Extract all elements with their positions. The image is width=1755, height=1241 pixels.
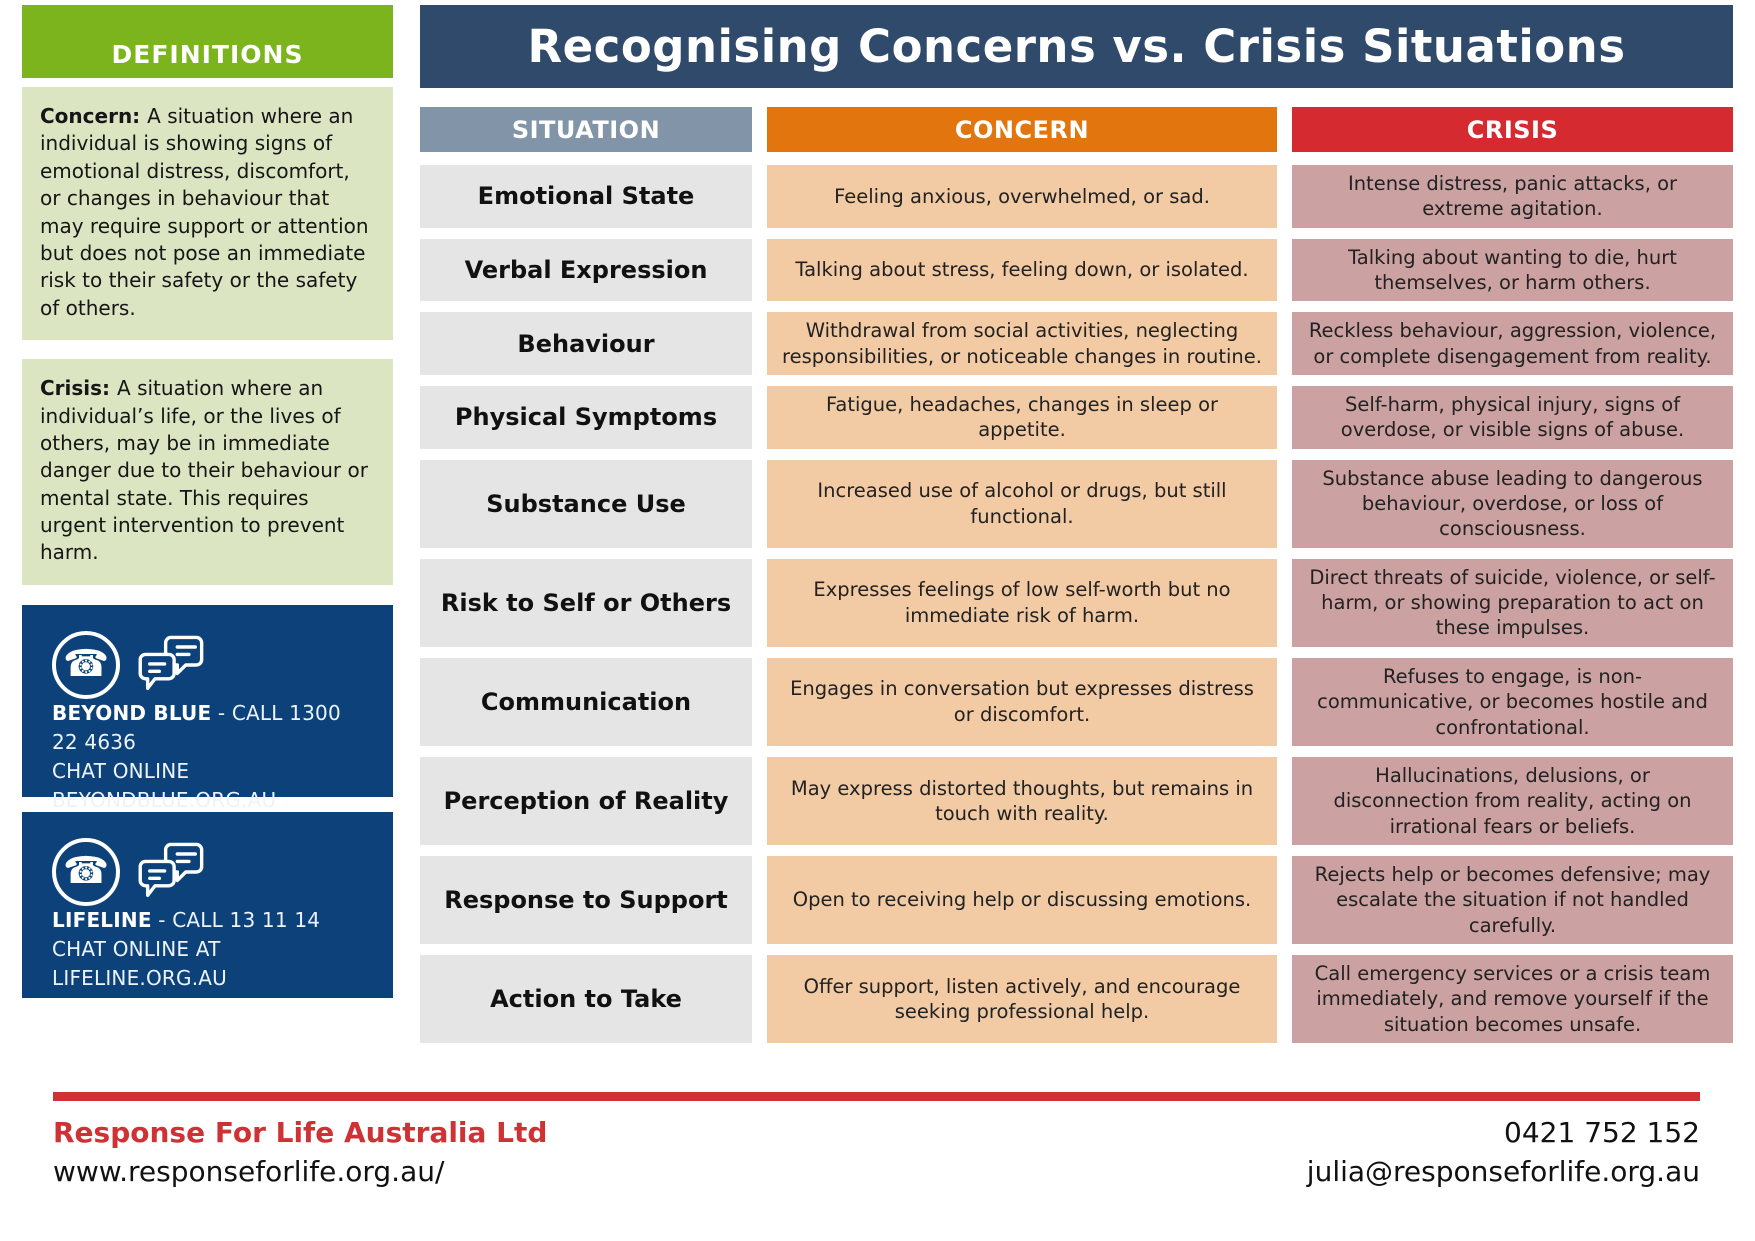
crisis-cell: Talking about wanting to die, hurt themselves, or harm others. <box>1292 239 1733 302</box>
situation-cell: Emotional State <box>420 165 752 228</box>
contact-icons <box>52 631 367 699</box>
table-row <box>420 460 1733 548</box>
beyond-blue-chat: CHAT ONLINE BEYONDBLUE.ORG.AU <box>52 758 277 812</box>
company-phone: 0421 752 152 <box>1504 1116 1700 1149</box>
company-name: Response For Life Australia Ltd <box>53 1116 548 1149</box>
situation-cell: Response to Support <box>420 856 752 944</box>
column-header-concern: CONCERN <box>767 107 1277 152</box>
situation-cell: Verbal Expression <box>420 239 752 302</box>
table-row <box>420 658 1733 746</box>
concern-cell: Engages in conversation but expresses distress or discomfort. <box>767 658 1277 746</box>
main-content <box>420 5 1733 1043</box>
crisis-cell: Rejects help or becomes defensive; may escalate the situation if not handled carefully. <box>1292 856 1733 944</box>
lifeline-name: LIFELINE <box>52 907 152 932</box>
concern-definition-text: A situation where an individual is showing signs of emotional distress, discomfort, or changes in behaviour that may require support or attention but does not pose an immediate risk to their safety or the safety of others. <box>40 104 369 320</box>
concern-cell: Expresses feelings of low self-worth but no immediate risk of harm. <box>767 559 1277 647</box>
table-row <box>420 856 1733 944</box>
situation-cell: Perception of Reality <box>420 757 752 845</box>
situation-cell: Communication <box>420 658 752 746</box>
lifeline-contact-text <box>52 906 367 993</box>
table-row <box>420 165 1733 228</box>
table-row <box>420 955 1733 1043</box>
crisis-cell: Refuses to engage, is non-communicative, or becomes hostile and confrontational. <box>1292 658 1733 746</box>
situation-cell: Behaviour <box>420 312 752 375</box>
beyond-blue-name: BEYOND BLUE <box>52 700 212 725</box>
definitions-title: DEFINITIONS <box>111 40 304 69</box>
crisis-cell: Intense distress, panic attacks, or extreme agitation. <box>1292 165 1733 228</box>
chat-bubbles-icon <box>136 634 208 696</box>
beyond-blue-contact-text <box>52 699 367 815</box>
lifeline-call: - CALL 13 11 14 <box>151 907 321 932</box>
page-title-bar <box>420 5 1733 88</box>
crisis-cell: Reckless behaviour, aggression, violence, or complete disengagement from reality. <box>1292 312 1733 375</box>
footer-right <box>1307 1113 1700 1191</box>
concern-definition-box <box>22 87 393 340</box>
footer-divider <box>53 1092 1700 1101</box>
concern-cell: Increased use of alcohol or drugs, but still functional. <box>767 460 1277 548</box>
crisis-cell: Direct threats of suicide, violence, or self-harm, or showing preparation to act on these impulses. <box>1292 559 1733 647</box>
crisis-definition-term: Crisis: <box>40 376 111 401</box>
lifeline-chat: CHAT ONLINE AT LIFELINE.ORG.AU <box>52 936 227 990</box>
table-row <box>420 386 1733 449</box>
footer-left <box>53 1113 547 1191</box>
table-row <box>420 559 1733 647</box>
definitions-header <box>22 5 393 78</box>
table-row <box>420 757 1733 845</box>
table-row <box>420 312 1733 375</box>
concern-cell: Fatigue, headaches, changes in sleep or appetite. <box>767 386 1277 449</box>
contact-icons <box>52 838 367 906</box>
beyond-blue-contact-card <box>22 605 393 812</box>
phone-icon: ☎ <box>52 838 120 906</box>
table-row <box>420 239 1733 302</box>
concern-cell: Open to receiving help or discussing emotions. <box>767 856 1277 944</box>
crisis-definition-text: A situation where an individual’s life, or the lives of others, may be in immediate danger due to their behaviour or mental state. This requires urgent intervention to prevent harm. <box>40 376 368 565</box>
concern-cell: Feeling anxious, overwhelmed, or sad. <box>767 165 1277 228</box>
situation-cell: Risk to Self or Others <box>420 559 752 647</box>
table-body <box>420 165 1733 1043</box>
phone-icon: ☎ <box>52 631 120 699</box>
company-email: julia@responseforlife.org.au <box>1306 1155 1700 1189</box>
chat-bubbles-icon <box>136 841 208 903</box>
situation-cell: Physical Symptoms <box>420 386 752 449</box>
column-header-situation: SITUATION <box>420 107 752 152</box>
concern-cell: Withdrawal from social activities, neglecting responsibilities, or noticeable changes in routine. <box>767 312 1277 375</box>
crisis-cell: Call emergency services or a crisis team immediately, and remove yourself if the situation becomes unsafe. <box>1292 955 1733 1043</box>
concern-cell: Offer support, listen actively, and encourage seeking professional help. <box>767 955 1277 1043</box>
column-header-crisis: CRISIS <box>1292 107 1733 152</box>
crisis-definition-box <box>22 359 393 585</box>
situation-cell: Action to Take <box>420 955 752 1043</box>
concern-cell: May express distorted thoughts, but remains in touch with reality. <box>767 757 1277 845</box>
table-header-row <box>420 107 1733 152</box>
page-title: Recognising Concerns vs. Crisis Situations <box>527 20 1626 73</box>
crisis-cell: Substance abuse leading to dangerous behaviour, overdose, or loss of consciousness. <box>1292 460 1733 548</box>
situation-cell: Substance Use <box>420 460 752 548</box>
crisis-cell: Self-harm, physical injury, signs of overdose, or visible signs of abuse. <box>1292 386 1733 449</box>
concern-cell: Talking about stress, feeling down, or isolated. <box>767 239 1277 302</box>
crisis-cell: Hallucinations, delusions, or disconnection from reality, acting on irrational fears or beliefs. <box>1292 757 1733 845</box>
beyond-blue-call: - CALL 1300 22 4636 <box>52 700 341 754</box>
lifeline-contact-card <box>22 812 393 998</box>
company-website: www.responseforlife.org.au/ <box>53 1155 445 1189</box>
concern-definition-term: Concern: <box>40 104 141 128</box>
sidebar <box>22 5 393 998</box>
